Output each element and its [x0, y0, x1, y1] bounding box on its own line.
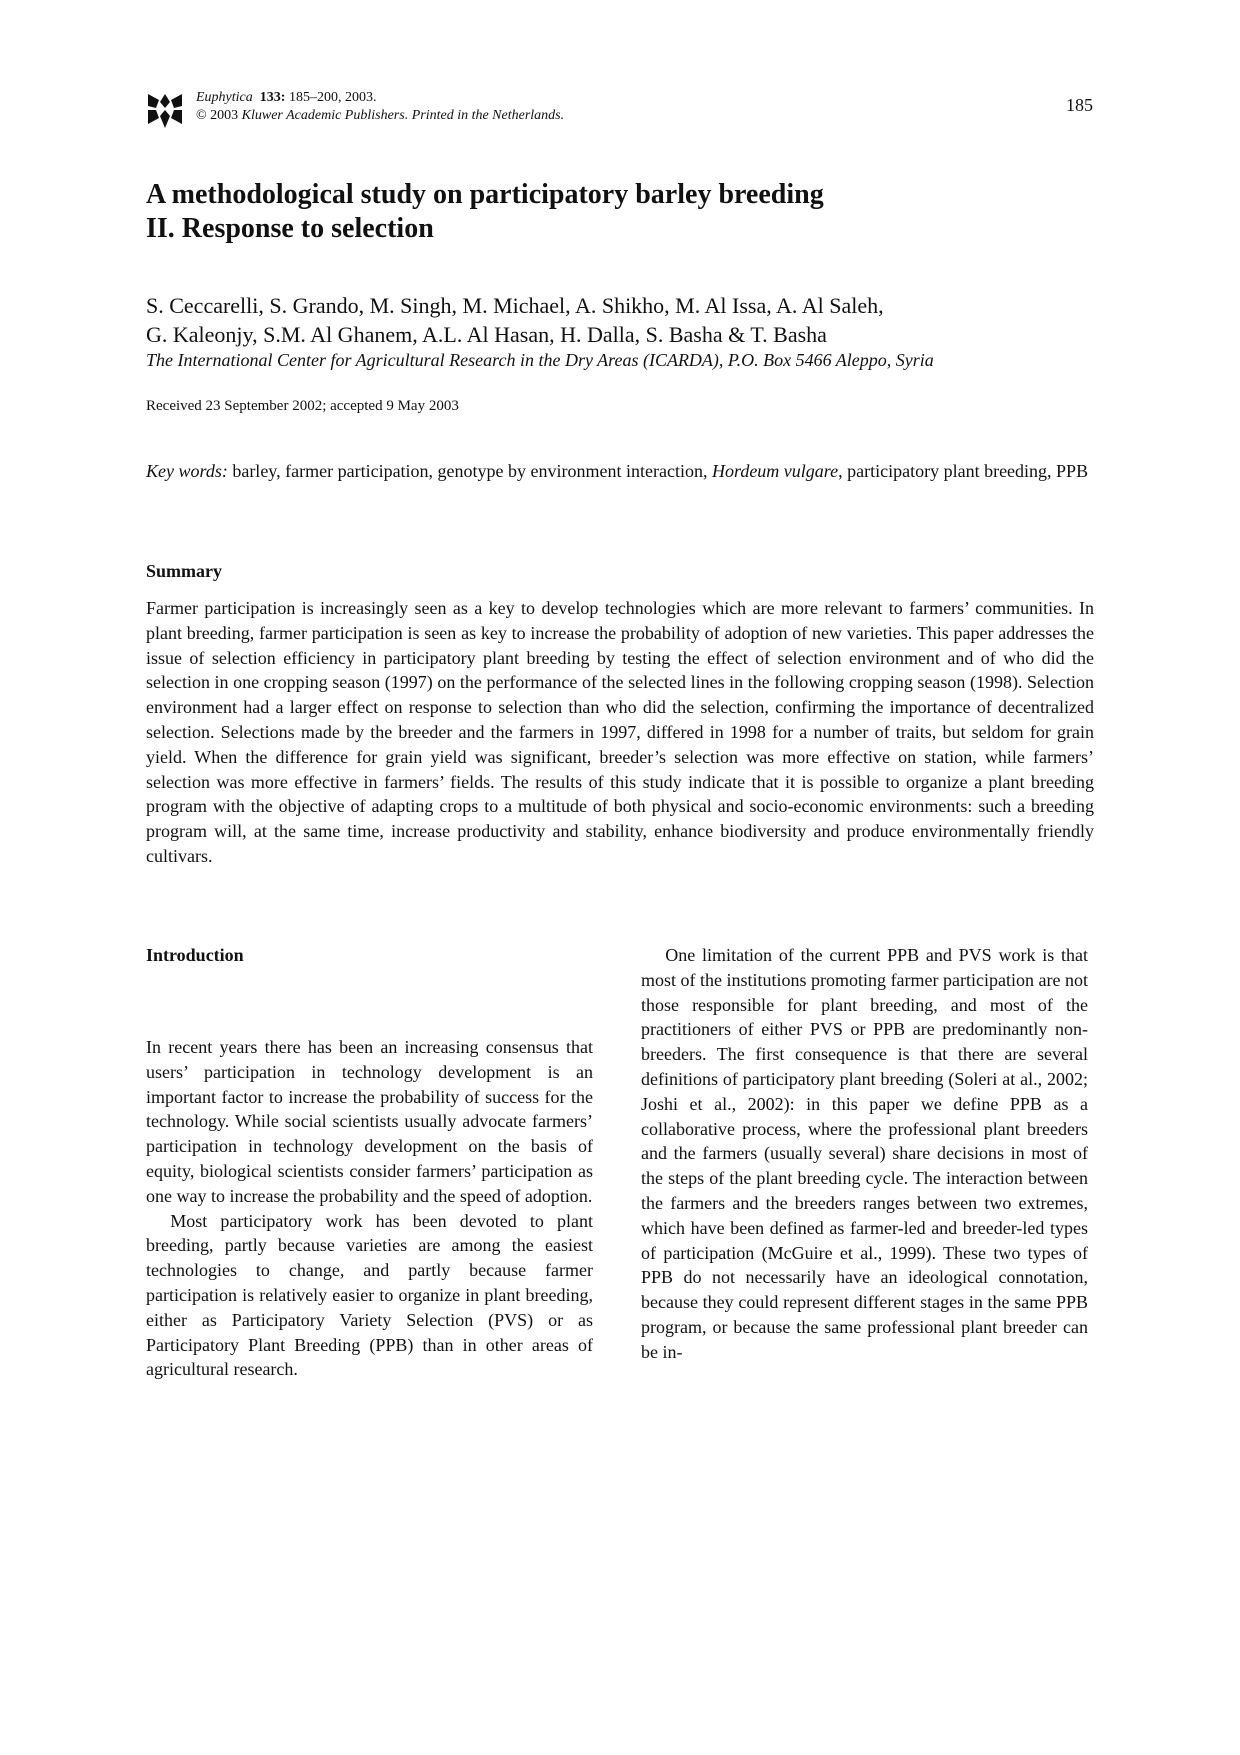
intro-paragraph-1: In recent years there has been an increasing consensus that users’ participation in technology development is an important factor to increase the probability of success for the technology. While social scientists usually advocate farmers’ participation in technology development on the basis of equity, biological scientists consider farmers’ participation as one way to increase the probability and the speed of adoption. [146, 1037, 593, 1206]
summary-heading: Summary [146, 561, 222, 581]
right-column [641, 943, 1088, 1365]
copyright: © 2003 [196, 108, 239, 123]
page-number: 185 [1066, 95, 1093, 115]
journal-pages-year: 185–200, 2003. [288, 90, 377, 105]
author-list [146, 291, 1106, 349]
publisher-logo-icon [146, 88, 184, 130]
keywords-text-1: barley, farmer participation, genotype by environment interaction, [227, 461, 712, 481]
title-line-1: A methodological study on participatory barley breeding [146, 179, 824, 210]
keywords-species: Hordeum vulgare [711, 461, 839, 481]
title-line-2: II. Response to selection [146, 213, 434, 244]
introduction-heading: Introduction [146, 945, 244, 965]
intro-paragraph-2: Most participatory work has been devoted to plant breeding, partly because varieties are among the easiest technologies to change, and partly because farmer participation is relatively easier to organize in plant breeding, either as Participatory Variety Selection (PVS) or as Participatory Plant Breeding (PPB) than in other areas of agricultural research. [146, 1210, 593, 1380]
paper-title [146, 178, 824, 246]
journal-line-2 [196, 107, 564, 125]
summary-text: Farmer participation is increasingly seen as a key to develop technologies which are more relevant to farmers’ communities. In plant breeding, farmer participation is seen as key to increase the probability of adoption of new varieties. This paper addresses the issue of selection efficiency in participatory plant breeding by testing the effect of selection environment and of who did the selection in one cropping season (1997) on the performance of the selected lines in the following cropping season (1998). Selection environment had a larger effect on response to selection than who did the selection, confirming the importance of decentralized selection. Selections made by the breeder and the farmers in 1997, differed in 1998 for a number of traits, but seldom for grain yield. When the difference for grain yield was significant, breeder’s selection was more effective on station, while farmers’ selection was more effective in farmers’ fields. The results of this study indicate that it is possible to organize a plant breeding program with the objective of adapting crops to a multitude of both physical and socio-economic environments: such a breeding program will, at the same time, increase productivity and stability, enhance biodiversity and produce environmentally friendly cultivars. [146, 598, 1094, 866]
journal-name: Euphytica [196, 90, 253, 105]
affiliation: The International Center for Agricultural Research in the Dry Areas (ICARDA), P.O. Box 5466 Aleppo, Syria [146, 350, 934, 370]
authors-line-1: S. Ceccarelli, S. Grando, M. Singh, M. Michael, A. Shikho, M. Al Issa, A. Al Saleh, [146, 293, 884, 318]
keywords-label: Key words: [146, 461, 228, 481]
received-dates: Received 23 September 2002; accepted 9 May 2003 [146, 398, 459, 414]
journal-line-1 [196, 89, 564, 107]
journal-citation [196, 89, 564, 125]
publisher: Kluwer Academic Publishers. Printed in the Netherlands. [241, 108, 565, 123]
keywords [146, 459, 1094, 484]
left-column [146, 1035, 593, 1382]
keywords-text-2: , participatory plant breeding, PPB [838, 461, 1089, 481]
authors-line-2: G. Kaleonjy, S.M. Al Ghanem, A.L. Al Hasan, H. Dalla, S. Basha & T. Basha [146, 322, 827, 347]
intro-paragraph-3: One limitation of the current PPB and PVS work is that most of the institutions promoting farmer participation are not those responsible for plant breeding, and most of the practitioners of either PVS or PPB are predominantly non-breeders. The first consequence is that there are several definitions of participatory plant breeding (Soleri at al., 2002; Joshi et al., 2002): in this paper we define PPB as a collaborative process, where the professional plant breeders and the farmers (usually several) share decisions in most of the steps of the plant breeding cycle. The interaction between the farmers and the breeders ranges between two extremes, which have been defined as farmer-led and breeder-led types of participation (McGuire et al., 1999). These two types of PPB do not necessarily have an ideological connotation, because they could represent different stages in the same PPB program, or because the same professional plant breeder can be in- [641, 945, 1088, 1362]
journal-volume: 133: [259, 90, 286, 105]
